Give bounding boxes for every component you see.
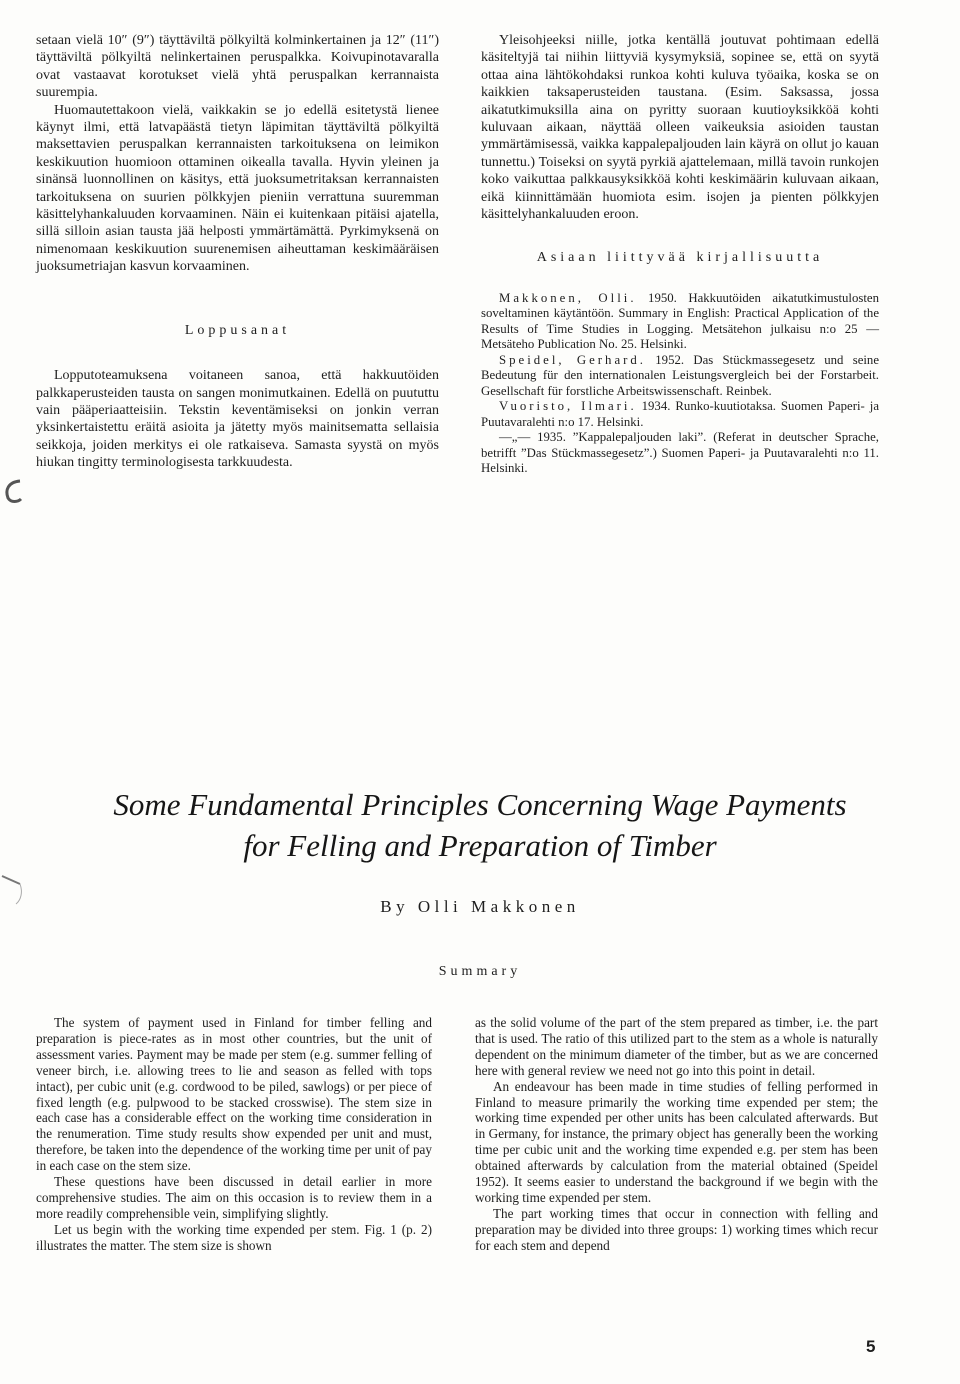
reference-text: 1952. Das Stückmassegesetz und seine Bedeutung für den internationalen Leistungsvergleich bei der Forstarbeit. Gesellschaft für forstliche Arbeitswissenschaft. Reinbek. <box>481 352 880 398</box>
paragraph: These questions have been discussed in detail earlier in more comprehensive studies. The aim on this occasion is to review them in a more readily comprehensible vein, simplifying slightly. <box>36 1174 432 1221</box>
summary-heading: Summary <box>438 964 522 979</box>
article-title <box>0 784 960 866</box>
paragraph: Yleisohjeeksi niille, jotka kentällä joutuvat pohtimaan edellä käsiteltyjä tai niihin liittyviä kysymyksiä, sopinee se, että on syytä ottaa aina lähtökohdaksi runkoa kohti kuluva työaika, koska se on kaikkien taksaperusteiden taustana. (Esim. Saksassa, jossa aikatutkimuksilla aina on pyritty suoraan kuutioyksikköä kohti kuluvaan aikaan, näyttää olleen vaikeuksia asioiden taustan ymmärtämisessä, vaikka kappalepaljouden lain käyrä on ollut jo kauan tunnettu.) Toiseksi on syytä pyrkiä ajattelemaan, millä tavoin runkojen koko vaikuttaa palkkausyksikköä kohti keskimäärin kuluvaan aikaan, eikä kiinnittämään huomiota esim. isojen ja pienten pölkkyjen käsittelyhankaluuden eroon. <box>481 33 879 223</box>
title-line: Some Fundamental Principles Concerning Wage Payments <box>113 787 847 822</box>
paragraph: setaan vielä 10″ (9″) täyttäviltä pölkyiltä kolminkertainen ja 12″ (11″) täyttäviltä pölkyiltä nelinkertainen peruspalkka. Koivupinotavaralla ovat vastaavat korotukset vielä yhtä peruspalkan kerrannaista suurempia. <box>36 33 439 101</box>
reference-list <box>481 291 879 477</box>
reference-text: 1950. Hakkuutöiden aikatutkimustulosten soveltaminen käytäntöön. Summary in English: Practical Application of the Results of Time Studies in Logging. Metsätehon julkaisu n:o 25 — Metsäteho Publication No. 25. Helsinki. <box>481 290 879 352</box>
reference-item <box>481 291 879 353</box>
reference-author: Makkonen, Olli. <box>499 290 637 305</box>
reference-item <box>481 430 879 477</box>
page-number: 5 <box>866 1337 876 1356</box>
column-bottom-left <box>36 1015 432 1254</box>
reference-text: 1934. Runko-kuutiotaksa. Suomen Paperi- ja Puutavaralehti n:o 17. Helsinki. <box>481 399 879 429</box>
reference-author: Speidel, Gerhard. <box>499 352 646 367</box>
reference-item <box>481 353 879 400</box>
column-bottom-right <box>475 1015 878 1254</box>
paragraph: The part working times that occur in connection with felling and preparation may be divided into three groups: 1) working times which recur for each stem and depend <box>475 1205 878 1253</box>
paragraph: as the solid volume of the part of the stem prepared as timber, i.e. the part that is used. The ratio of this utilized part to the stem as a whole is naturally dependent on the minimum diameter of the timber, but as we are concerned here with general review we need not go into this point in detail. <box>475 1015 878 1078</box>
paragraph: Huomautettakoon vielä, vaikkakin se jo edellä esitetystä lienee käynyt ilmi, että latvapäästä tietyn läpimitan täyttäviltä pölkyiltä maksettavien peruspalkan kerrannaisten tarkoituksena on leimikon keskikuution huomioon ottaminen oikealla tavalla. Hyvin yleinen ja sinänsä luonnollinen on käsitys, että juoksumetritaksan kerrannaisten tarkoituksena on suurien pölkkyjen pieniin verrattuna suuremman käsittelyhankaluuden korvaaminen. Näin ei kuitenkaan pitäisi ajatella, sillä silloin asian tausta jää helposti ymmärtämättä. Pyrkimyksenä on nimenomaan keskikuution suurenemisen aiheuttaman keskimääräisen juoksumetriajan kasvun korvaaminen. <box>36 102 439 275</box>
paragraph: An endeavour has been made in time studies of felling performed in Finland to measure primarily the working time expended per stem; the working time expended per other units has been calculated afterwards. But in Germany, for instance, the primary object has generally been the working time per cubic unit and the working time expended e.g. per stem has been obtained afterwards by calculation from the material obtained (Speidel 1952). It seems easier to understand the background if we begin with the working time expended per stem. <box>475 1078 878 1205</box>
title-line: for Felling and Preparation of Timber <box>243 828 717 863</box>
punch-hole-mark <box>2 478 24 504</box>
column-top-left <box>36 32 439 472</box>
column-top-right <box>481 32 879 477</box>
reference-item <box>481 399 879 430</box>
paragraph: Let us begin with the working time expended per stem. Fig. 1 (p. 2) illustrates the matter. The stem size is shown <box>36 1221 432 1253</box>
references-heading: Asiaan liittyvää kirjallisuutta <box>536 250 824 266</box>
paragraph: The system of payment used in Finland for timber felling and preparation is piece-rates as in most other countries, but the unit of assessment varies. Payment may be made per stem (e.g. summer felling of veneer birch, i.e. allowing trees to lie and season as felled with tops intact), per cubic unit (e.g. cordwood to be piled, sawlogs) or per piece of fixed length (e.g. pulpwood to be stacked crosswise). The stem size in each case has a considerable effect on the working time consideration in the renumeration. Time study results show expended per unit and must, therefore, be taken into the dependence of the working time per unit of pay in each case on the stem size. <box>36 1015 432 1174</box>
reference-text: 1935. ”Kappalepaljouden laki”. (Referat in deutscher Sprache, betrifft ”Das Stückmassegesetz”.) Suomen Paperi- ja Puutavaralehti n:o 11. Helsinki. <box>481 430 879 476</box>
paragraph: Lopputoteamuksena voitaneen sanoa, että hakkuutöiden palkkaperusteiden tausta on sangen monimutkainen. Edellä on puututtu vain pääperiaatteisiin. Tekstin keventämiseksi on jonkin verran yksinkertaistettu eräitä asioita ja jätetty myös mainitsematta sellaisia seikkoja, joiden merkitys ei ole ratkaiseva. Samasta syystä on myös hiukan tingitty terminologisesta tarkkuudesta. <box>36 368 439 471</box>
section-heading-loppusanat: Loppusanat <box>184 322 291 338</box>
reference-author: Vuoristo, Ilmari. <box>499 399 637 414</box>
byline: By Olli Makkonen <box>380 897 580 916</box>
reference-author: —„— <box>499 430 531 445</box>
